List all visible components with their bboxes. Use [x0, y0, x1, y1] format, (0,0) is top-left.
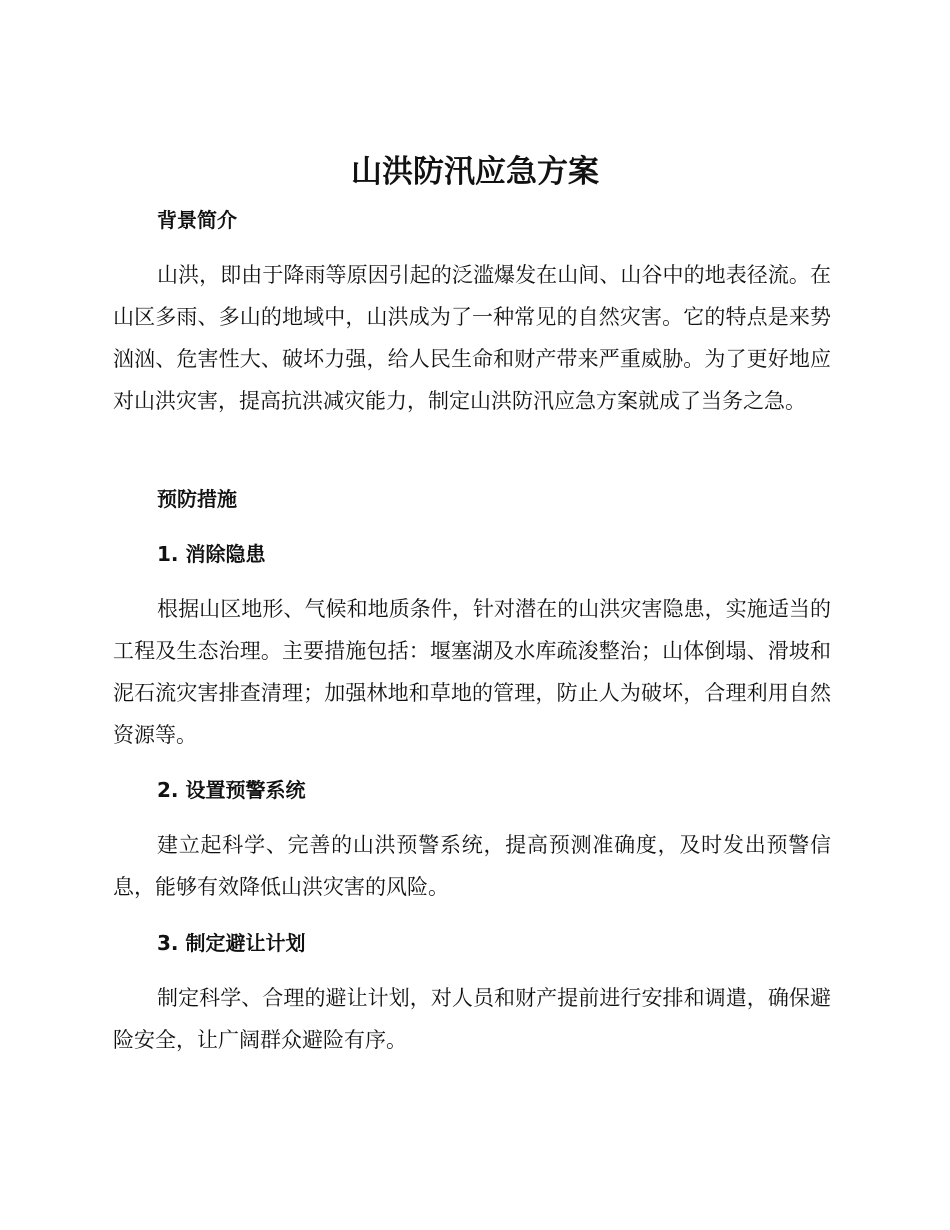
section-heading-prevention: 预防措施 — [157, 487, 237, 511]
page-title: 山洪防汛应急方案 — [351, 154, 599, 190]
section-paragraph-eliminate-hazards: 根据山区地形、气候和地质条件，针对潜在的山洪灾害隐患，实施适当的工程及生态治理。主要措施包括：堰塞湖及水库疏浚整治；山体倒塌、滑坡和泥石流灾害排查清理；加强林地和草地的管理，防止人为破坏，合理利用自然资源等。 — [113, 597, 831, 747]
section-paragraph-warning-system: 建立起科学、完善的山洪预警系统，提高预测准确度，及时发出预警信息，能够有效降低山洪灾害的风险。 — [113, 833, 831, 899]
section-paragraph-background: 山洪，即由于降雨等原因引起的泛滥爆发在山间、山谷中的地表径流。在山区多雨、多山的地域中，山洪成为了一种常见的自然灾害。它的特点是来势汹汹、危害性大、破坏力强，给人民生命和财产带来严重威胁。为了更好地应对山洪灾害，提高抗洪减灾能力，制定山洪防汛应急方案就成了当务之急。 — [113, 263, 831, 413]
section-heading-warning-system: 2. 设置预警系统 — [157, 778, 306, 802]
section-heading-eliminate-hazards: 1. 消除隐患 — [157, 542, 266, 566]
section-heading-evacuation-plan: 3. 制定避让计划 — [157, 931, 306, 955]
section-paragraph-evacuation-plan: 制定科学、合理的避让计划，对人员和财产提前进行安排和调遣，确保避险安全，让广阔群众避险有序。 — [113, 986, 831, 1052]
section-heading-background: 背景简介 — [157, 208, 237, 232]
